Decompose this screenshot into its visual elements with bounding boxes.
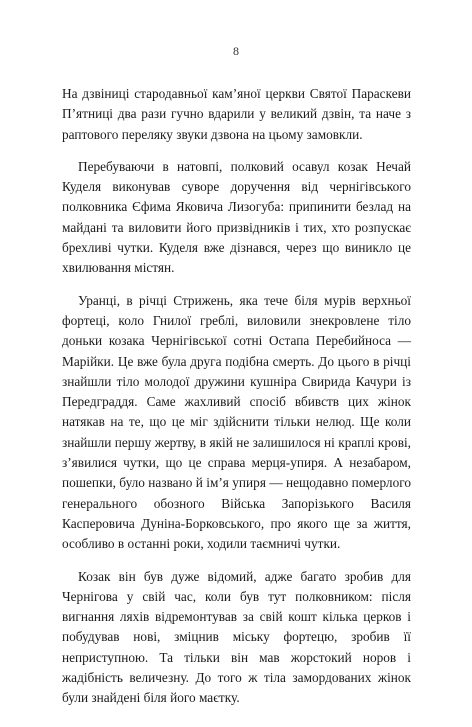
paragraph-3: Уранці, в річці Стрижень, яка тече біля мурів верхньої фортеці, коло Гнилої греблі, виловили знекровлене тіло доньки козака Чернігівської сотні Остапа Перебийноса — Марійки. Це вже була друга подібна смерть. До цього в річці знайшли тіло молодої дружини кушніра Свирида Качури із Передграддя. Саме жахливий спосіб вбивств цих жінок натякав на те, що це міг здійснити тільки нелюд. Ще коли знайшли першу жертву, в якій не залишилося ні краплі крові, з’явилися чутки, що це справа мерця-упиря. А незабаром, пошепки, було названо й ім’я упиря — нещодавно померлого генерального обозного Війська Запорізького Василя Касперовича Дуніна-Борковського, про якого ще за життя, особливо в останні роки, ходили таємничі чутки. [62,292,411,552]
paragraph-4: Козак він був дуже відомий, адже багато зробив для Чернігова у свій час, коли був тут полковником: після вигнання ляхів відремонтував за свій кошт кілька церков і побудував нові, зміцнив міську фортецю, зробив її неприступною. Та тільки він мав жорстокий норов і жадібність величезну. До того ж тіла замордованих жінок були знайдені біля його маєтку. [62,568,411,706]
page-number: 8 [233,44,239,58]
paragraph-2: Перебуваючи в натовпі, полковий осавул козак Нечай Куделя виконував суворе доручення від чернігівського полковника Єфима Яковича Лизогуба: припинити безлад на майдані та виловити його призвідників і тих, хто розпускає брехливі чутки. Куделя вже дізнався, через що виникло це хвилювання містян. [62,158,411,276]
body-text [62,84,411,721]
paragraph-1: На дзвіниці стародавньої кам’яної церкви Святої Параскеви П’ятниці два рази гучно вдарили у великий дзвін, та наче з раптового переляку звуки дзвона на цьому замовкли. [62,86,411,142]
